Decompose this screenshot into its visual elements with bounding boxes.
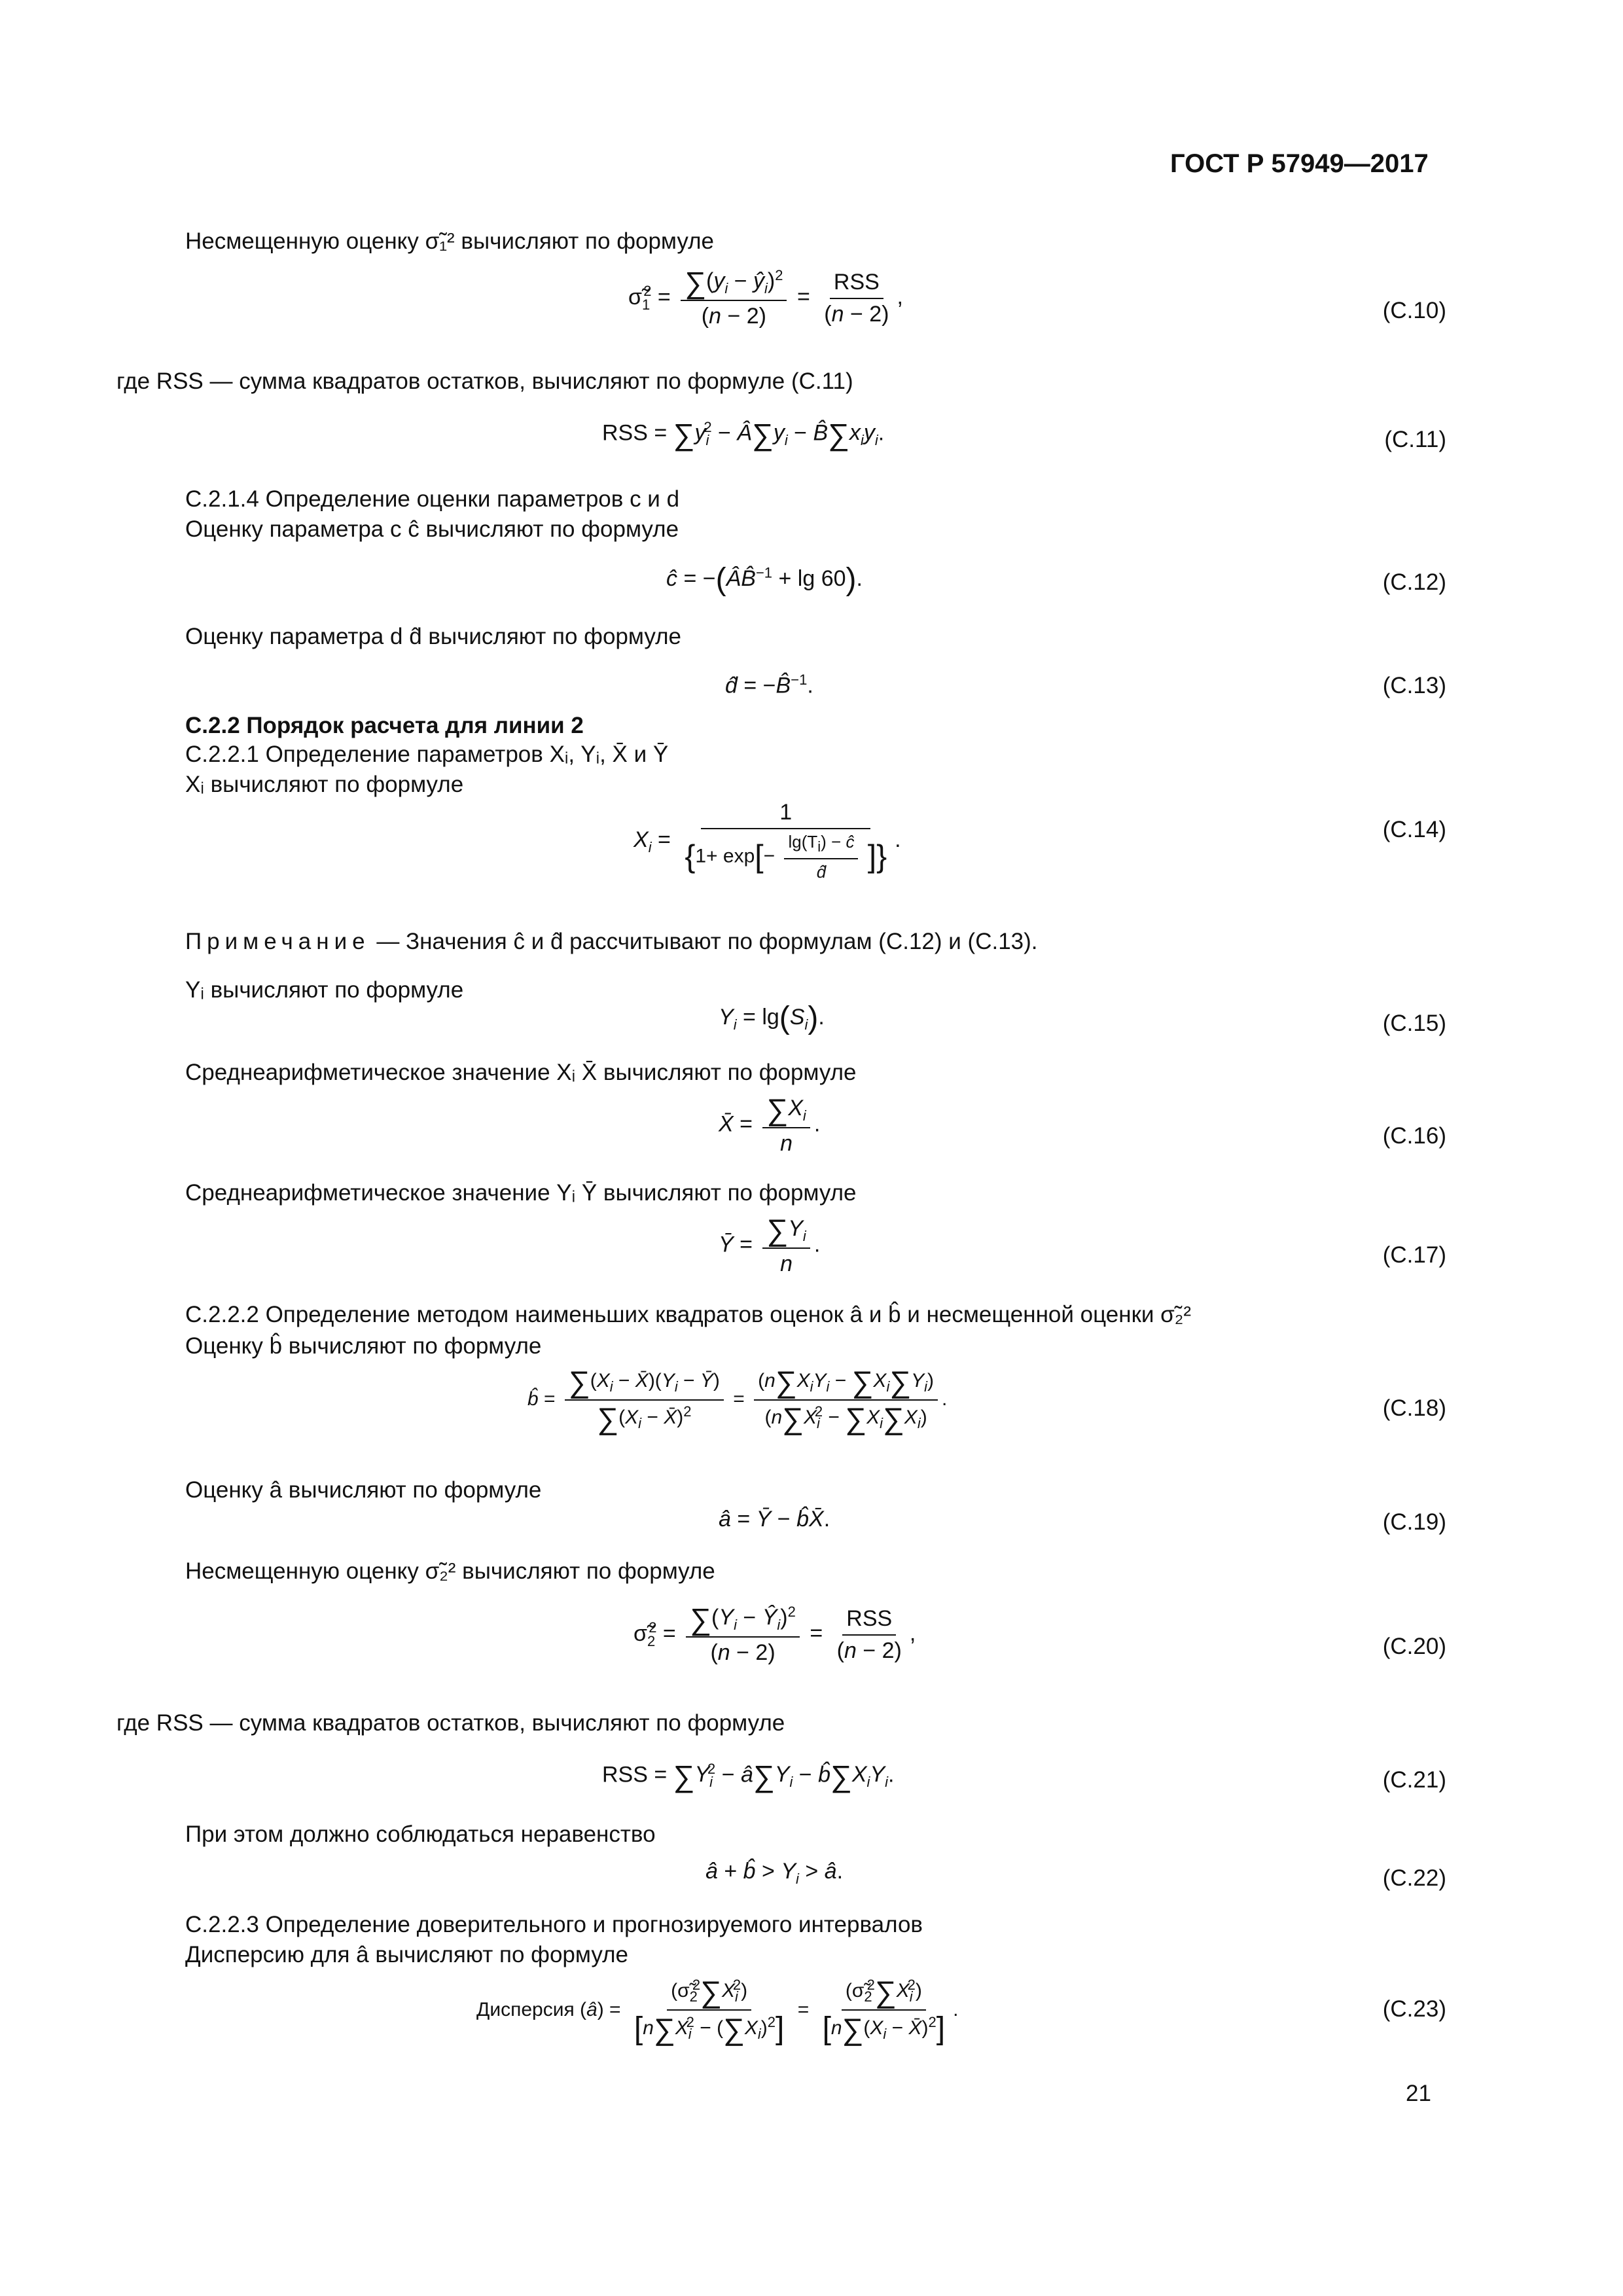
formula-c16: X̄ = $\frac{\sum X_i}{n}$ .: [719, 1092, 821, 1156]
rss-label: RSS: [602, 420, 648, 446]
formula-c19: â = Ȳ − b̂X̄.: [719, 1507, 830, 1532]
eq-number-c16: (С.16): [1382, 1123, 1446, 1149]
formula-c23: Дисперсия (â) = $\frac{(\sigmã_2^2\sum X_i^2)}{[n\sum X_i^2 - (\sum X_i)^2]}$ = $\frac{(\sigmã_2^2\sum X_i^2)}{[n\sum(X_i - X̄)^2]}$ .: [476, 1975, 959, 2047]
eq-number-c17: (С.17): [1382, 1242, 1446, 1268]
text-unbiased-estimate-2: Несмещенную оценку σ̃₂² вычисляют по формуле: [185, 1558, 715, 1584]
text-mean-y-intro: Среднеарифметическое значение Yᵢ Ȳ вычисляют по формуле: [185, 1180, 857, 1206]
formula-c11: RSS = $\sum y_i^2$ − $Â\sum y_i$ − $B̂\sum x_iy_i$.: [602, 417, 885, 452]
rss-label: RSS: [842, 1606, 896, 1636]
note-label: Примечание: [185, 929, 370, 954]
eq-number-c14: (С.14): [1382, 817, 1446, 842]
section-c22-heading: С.2.2 Порядок расчета для линии 2: [185, 713, 584, 738]
eq-number-c23: (С.23): [1382, 1996, 1446, 2022]
eq-number-c10: (С.10): [1382, 298, 1446, 323]
text-yi-formula-intro: Yᵢ вычисляют по формуле: [185, 977, 464, 1003]
eq-number-c19: (С.19): [1382, 1509, 1446, 1535]
formula-c17: Ȳ = $\frac{\sum Y_i}{n}$ .: [719, 1213, 821, 1276]
lgT-term: lg(T: [788, 832, 818, 852]
eq-number-c20: (С.20): [1382, 1634, 1446, 1659]
text-rss-definition-2: где RSS — сумма квадратов остатков, вычисляют по формуле: [116, 1710, 785, 1736]
text-unbiased-estimate-1: Несмещенную оценку σ̃₁² вычисляют по формуле: [185, 228, 714, 254]
variance-label: Дисперсия: [476, 1998, 575, 2020]
note-text: — Значения ĉ и d̂ рассчитывают по формулам (С.12) и (С.13).: [370, 929, 1038, 954]
formula-c12: ĉ = −(ÂB̂$^{-1}$ + lg 60).: [666, 562, 863, 597]
section-c214-heading: С.2.1.4 Определение оценки параметров c и d: [185, 486, 680, 512]
section-c222-heading: С.2.2.2 Определение методом наименьших квадратов оценок â и b̂ и несмещенной оценки σ̃₂²: [185, 1302, 1192, 1327]
text-estimate-d: Оценку параметра d d̂ вычисляют по формуле: [185, 624, 681, 649]
eq-number-c13: (С.13): [1382, 673, 1446, 698]
note-paragraph: [185, 928, 1038, 956]
formula-c10: $\sigmã_1^2$ = $\frac{\sum(y_i - ŷ_i)^2}{(n - 2)}$ = $\frac{\text{RSS}}{(n - 2)}$ ,: [628, 265, 903, 329]
eq-number-c15: (С.15): [1382, 1011, 1446, 1036]
text-mean-x-intro: Среднеарифметическое значение Xᵢ X̄ вычисляют по формуле: [185, 1060, 857, 1085]
formula-c18: b̂ = $\frac{\sum(X_i - X̄)(Y_i - Ȳ)}{\sum(X_i - X̄)^2}$ = $\frac{(n\sum X_iY_i - \sum X_i\sum Y_i)}{(n\sum X_i^2 - \sum X_i\sum X_i)}$ .: [527, 1365, 948, 1436]
lg-term: lg: [762, 1004, 779, 1030]
text-xi-formula-intro: Xᵢ вычисляют по формуле: [185, 772, 464, 797]
exp-term: 1+ exp: [695, 845, 755, 867]
eq-number-c22: (С.22): [1382, 1865, 1446, 1891]
lg60-term: lg 60: [797, 565, 846, 591]
text-estimate-c: Оценку параметра c ĉ вычисляют по формуле: [185, 516, 679, 542]
text-estimate-b: Оценку b̂ вычисляют по формуле: [185, 1333, 542, 1359]
rss-label: RSS: [830, 270, 883, 299]
eq-number-c18: (С.18): [1382, 1395, 1446, 1421]
formula-c15: $Y_i = \lg(S_i)$.: [719, 1001, 825, 1035]
rss-label: RSS: [602, 1762, 648, 1787]
section-c223-heading: С.2.2.3 Определение доверительного и прогнозируемого интервалов: [185, 1912, 923, 1937]
formula-c22: â + b̂ > $Y_i$ > â.: [705, 1859, 844, 1887]
eq-number-c21: (С.21): [1382, 1767, 1446, 1793]
formula-c20: $\sigmã_2^2$ = $\frac{\sum(Y_i - Ŷ_i)^2}{(n - 2)}$ = $\frac{\text{RSS}}{(n - 2)}$ ,: [633, 1602, 916, 1666]
document-id: ГОСТ Р 57949—2017: [1170, 149, 1429, 178]
section-c221-heading: С.2.2.1 Определение параметров Xᵢ, Yᵢ, X̄ и Ȳ: [185, 742, 669, 767]
formula-c14: $X_i$ = 1 {1+ exp[− $\frac{\lg(T_i) - ĉ}{d̂}$ ]} .: [633, 800, 901, 882]
formula-c13: d̂ = −B̂$^{-1}$.: [725, 672, 813, 698]
text-variance-intro: Дисперсию для â вычисляют по формуле: [185, 1942, 628, 1967]
eq-number-c11: (С.11): [1384, 427, 1446, 452]
eq-number-c12: (С.12): [1382, 569, 1446, 595]
text-rss-definition-1: где RSS — сумма квадратов остатков, вычисляют по формуле (С.11): [116, 368, 853, 394]
text-inequality-intro: При этом должно соблюдаться неравенство: [185, 1821, 656, 1847]
page-number: 21: [1406, 2081, 1431, 2106]
formula-c21: RSS = $\sum Y_i^2$ − $â\sum Y_i$ − $b̂\sum X_iY_i$.: [602, 1759, 895, 1793]
text-estimate-a: Оценку â вычисляют по формуле: [185, 1477, 542, 1503]
